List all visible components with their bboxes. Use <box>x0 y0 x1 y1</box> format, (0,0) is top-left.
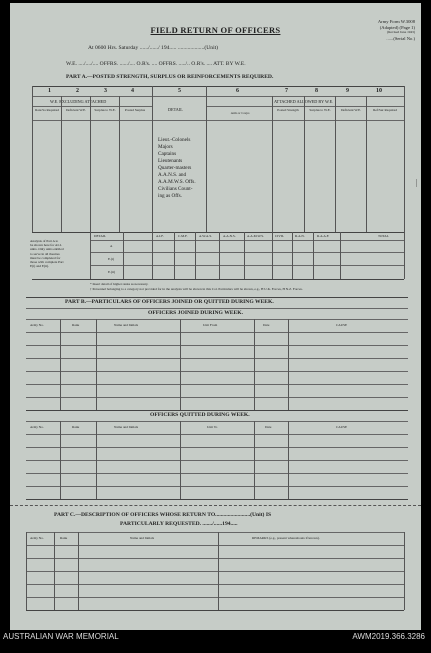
part-b-heading: PART B.—PARTICULARS OF OFFICERS JOINED OR QUITTED DURING WEEK. <box>65 299 274 305</box>
col-num-7: 7 <box>285 88 288 94</box>
part-c-col-remarks: REMARKS (e.g., present whereabouts if known). <box>252 536 320 540</box>
col-num-6: 6 <box>236 88 239 94</box>
analysis-col-awas: A.W.A.S. <box>199 234 213 238</box>
col-head-posted-surplus: Posted Surplus <box>124 108 146 112</box>
rank-majors: Majors <box>158 144 173 150</box>
col-head-posted-strength: Posted Strength <box>277 108 299 112</box>
col-num-9: 9 <box>346 88 349 94</box>
footnote-2: † Personnel belonging to a category not provided for in the analysis will be shown in this Col. Particulars will be shown, e.g., H U.K. Forces, H N.Z. Forces. <box>90 287 303 291</box>
analysis-col-total: TOTAL <box>378 234 389 238</box>
quitted-col-rank: Rank <box>72 425 80 429</box>
analysis-line-3: units. Only units entitled <box>30 247 64 252</box>
col-num-3: 3 <box>104 88 107 94</box>
col-head-ref-required: Ref/Sur Required <box>373 108 397 112</box>
footer-accession: AWM2019.366.3286 <box>352 632 425 641</box>
analysis-line-6: those with complete Part <box>30 260 64 265</box>
hand-mark-margin: | <box>415 178 418 187</box>
col-head-deficient-we: Deficient W.E. <box>340 108 362 112</box>
group-left-heading: W.E. EXCLUDING ATTACHED <box>50 99 107 104</box>
quitted-heading: OFFICERS QUITTED DURING WEEK. <box>150 412 250 418</box>
quitted-col-cause: CAUSE <box>336 425 348 429</box>
analysis-line-5: must be completed for <box>30 255 61 260</box>
col-num-2: 2 <box>76 88 79 94</box>
analysis-col-aamws: A.A.M.W.S. <box>247 234 264 238</box>
analysis-col-aif: A.I.F. <box>156 234 164 238</box>
joined-col-army-no: Army No. <box>30 323 44 327</box>
time-line: At 0600 Hrs. Saturday ....../....../ 194..... ...................(Unit) <box>88 45 219 51</box>
col-head-surplus: Surplus to W.E. <box>94 108 116 112</box>
serial-number: ......(Serial No.) <box>386 35 415 41</box>
form-id-line-1: Army Form W.3008 <box>377 19 415 24</box>
col-head-surplus-we: Surplus to W.E. <box>309 108 331 112</box>
footer-credit: AUSTRALIAN WAR MEMORIAL <box>3 632 119 641</box>
analysis-col-aans: A.A.N.S. <box>223 234 236 238</box>
rank-aamws: A.A.M.W.S. Offs. <box>158 179 196 185</box>
part-c-heading-line-1: PART C.—DESCRIPTION OF OFFICERS WHOSE RETURN TO.........................(Unit) IS <box>54 512 272 518</box>
analysis-row-ei: E.(i) <box>108 257 115 261</box>
quitted-col-name: Name and Initials <box>114 425 139 429</box>
col-num-1: 1 <box>48 88 51 94</box>
joined-col-name: Name and Initials <box>114 323 139 327</box>
analysis-col-ran: R.A.N. <box>295 234 305 238</box>
detail-heading: DETAIL <box>168 107 183 112</box>
analysis-line-2: be shown here for ALL <box>30 243 62 248</box>
group-right-heading: ATTACHED ALLOWED BY W.E. <box>274 99 334 104</box>
rank-civilians: Civilians Count- <box>158 186 193 192</box>
quitted-col-unit-to: Unit To <box>207 425 218 429</box>
analysis-row-a: A <box>110 244 113 248</box>
col-head-arm-corps: Arm or Corps <box>230 111 250 115</box>
part-c-col-rank: Rank <box>60 536 68 540</box>
col-head-rate-required: Rate/Sa Required <box>35 108 59 112</box>
joined-col-cause: CAUSE <box>336 323 348 327</box>
analysis-line-4: to serve in all theatres <box>30 251 60 256</box>
rank-captains: Captains <box>158 151 177 157</box>
rank-lt-colonels: Lieut.-Colonels <box>158 137 191 143</box>
part-c-heading-line-2: PARTICULARLY REQUESTED. ......./......194..... <box>120 521 238 527</box>
quitted-col-army-no: Army No. <box>30 425 44 429</box>
footnote-1: * Insert detail of higher ranks as necessary. <box>90 282 149 286</box>
quitted-col-date: Date <box>265 425 272 429</box>
joined-col-rank: Rank <box>72 323 80 327</box>
joined-col-unit-from: Unit From <box>203 323 218 327</box>
col-head-deficient: Deficient W.E. <box>65 108 87 112</box>
rank-civilians-2: ing as Offs. <box>158 193 182 199</box>
part-c-col-name: Name and Initials <box>130 536 155 540</box>
part-c-col-army-no: Army No. <box>30 536 44 540</box>
analysis-line-7: E(i) and E(ii). <box>30 264 49 269</box>
rank-quartermasters: Quarter-masters <box>158 165 192 171</box>
rank-lieutenants: Lieutenants <box>158 158 183 164</box>
analysis-line-1: Analysis of Part A to <box>30 239 59 243</box>
analysis-col-civil: CIVIL <box>275 234 285 238</box>
joined-col-date: Date <box>263 323 270 327</box>
rank-aans: A.A.N.S. and <box>158 172 187 178</box>
analysis-row-eii: E.(ii) <box>108 270 116 274</box>
col-num-10: 10 <box>376 88 382 94</box>
rank-list <box>158 137 196 200</box>
analysis-text <box>30 239 64 268</box>
we-line: W.E. ..../..../.... OFFRS. ....../.... O.R's. .... OFFRS. ...../.. O.R's. .... ATT. BY W.E. <box>66 61 246 67</box>
form-id-line-2: (Adapted) (Page 1) <box>379 24 415 30</box>
analysis-col-cmf: C.M.F. <box>178 234 188 238</box>
part-a-heading: PART A.—POSTED STRENGTH, SURPLUS OR REINFORCEMENTS REQUIRED. <box>66 74 274 80</box>
form-identifier <box>378 19 415 41</box>
joined-heading: OFFICERS JOINED DURING WEEK. <box>148 310 244 316</box>
form-id-line-3: (Revised June 1943) <box>387 30 415 35</box>
analysis-col-detail: DETAIL <box>94 234 106 238</box>
col-num-4: 4 <box>131 88 134 94</box>
analysis-col-raaf: R.A.A.F. <box>317 234 330 238</box>
form-page <box>10 3 421 630</box>
col-num-5: 5 <box>178 88 181 94</box>
form-title: FIELD RETURN OF OFFICERS <box>150 25 281 35</box>
col-num-8: 8 <box>315 88 318 94</box>
